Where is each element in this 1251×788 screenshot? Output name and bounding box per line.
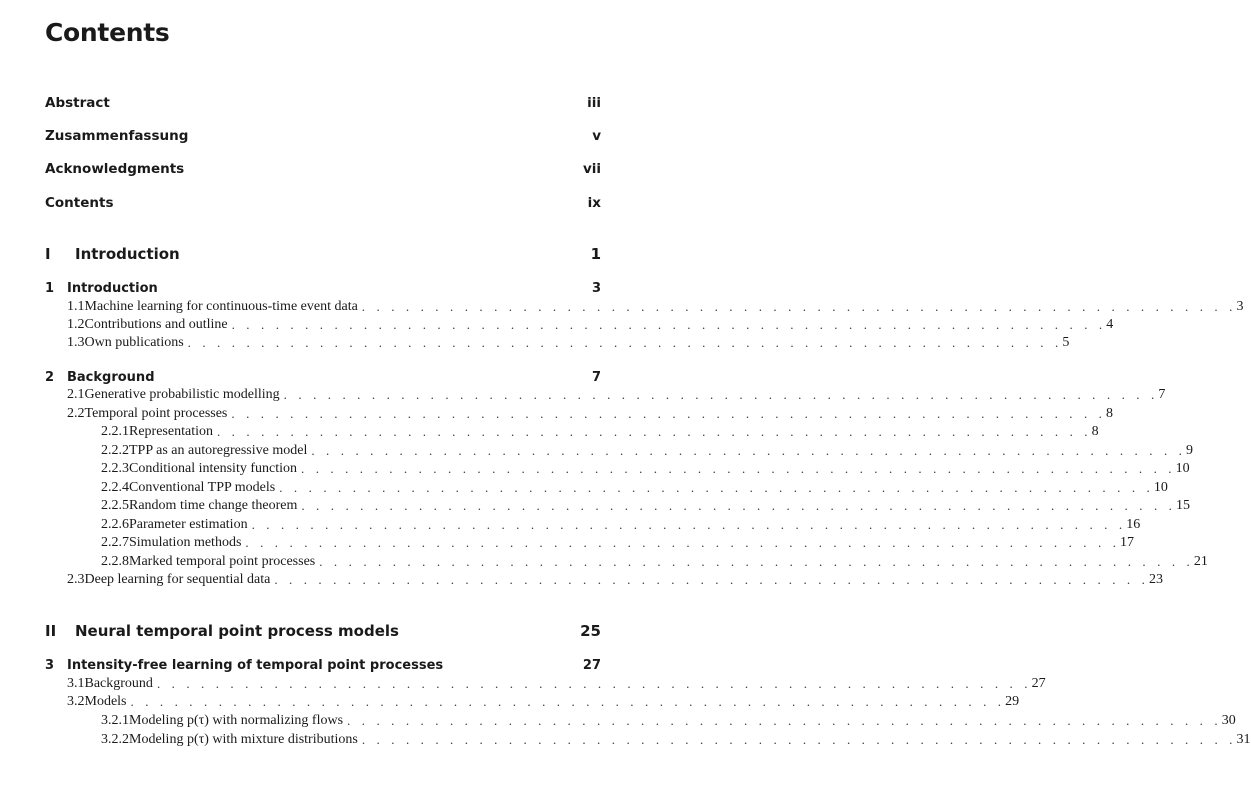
toc-part-1[interactable] [45, 244, 601, 264]
toc-page: 23 [1148, 572, 1163, 587]
subsection-label: Modeling p(τ) with mixture distributions [129, 732, 358, 747]
toc-label: Abstract [45, 95, 110, 111]
dot-leader: . . . . . . . . . . . . . . . . . . . . . . . . . . . . . . . . . . . . . . . . . . . . . . . . . . . . . . . . . . . . [301, 498, 1176, 513]
toc-page: 10 [1175, 461, 1190, 476]
toc-page: ix [587, 195, 601, 211]
chapter-number: 3 [45, 657, 55, 673]
dot-leader: . . . . . . . . . . . . . . . . . . . . . . . . . . . . . . . . . . . . . . . . . . . . . . . . . . . . . . . . . . . . [361, 732, 1237, 747]
subsection-number: 2.2.3 [101, 461, 129, 476]
subsection-label: TPP as an autoregressive model [129, 443, 308, 458]
toc-subsection[interactable] [45, 552, 1208, 572]
toc-page: 27 [582, 657, 601, 673]
toc-label: Acknowledgments [45, 161, 185, 177]
toc-section[interactable] [45, 333, 1070, 353]
toc-subsection[interactable] [45, 441, 1193, 461]
toc-page: 8 [1106, 406, 1114, 421]
section-label: Models [84, 694, 127, 709]
toc-page: iii [587, 95, 601, 111]
dot-leader: . . . . . . . . . . . . . . . . . . . . . . . . . . . . . . . . . . . . . . . . . . . . . . . . . . . . . . . . . . . . [251, 517, 1127, 532]
subsection-label: Conditional intensity function [129, 461, 297, 476]
chapter-label: Intensity-free learning of temporal point processes [67, 657, 444, 673]
toc-entry-abstract[interactable] [45, 93, 601, 113]
dot-leader: . . . . . . . . . . . . . . . . . . . . . . . . . . . . . . . . . . . . . . . . . . . . . . . . . . . . . . . . . . . . [301, 461, 1176, 476]
subsection-number: 2.2.6 [101, 517, 129, 532]
subsection-number: 2.2.1 [101, 424, 129, 439]
dot-leader: . . . . . . . . . . . . . . . . . . . . . . . . . . . . . . . . . . . . . . . . . . . . . . . . . . . . . . . . . . . . [279, 480, 1154, 495]
toc-section[interactable] [45, 385, 1166, 405]
toc-page: 25 [580, 622, 601, 640]
toc-page: 27 [1031, 676, 1046, 691]
subsection-label: Conventional TPP models [129, 480, 276, 495]
subsection-number: 2.2.2 [101, 443, 129, 458]
toc-label: Zusammenfassung [45, 128, 189, 144]
toc-page: 10 [1153, 480, 1168, 495]
section-label: Generative probabilistic modelling [84, 387, 280, 402]
toc-page: 29 [1005, 694, 1020, 709]
subsection-label: Modeling p(τ) with normalizing flows [129, 713, 344, 728]
dot-leader: . . . . . . . . . . . . . . . . . . . . . . . . . . . . . . . . . . . . . . . . . . . . . . . . . . . . . . . . . . . . [245, 535, 1121, 550]
toc-entry-zusammenfassung[interactable] [45, 126, 601, 146]
subsection-label: Random time change theorem [129, 498, 298, 513]
section-number: 1.2 [67, 317, 85, 332]
section-label: Contributions and outline [84, 317, 228, 332]
dot-leader: . . . . . . . . . . . . . . . . . . . . . . . . . . . . . . . . . . . . . . . . . . . . . . . . . . . . . . . . . . . . [347, 713, 1222, 728]
toc-page: 5 [1062, 335, 1070, 350]
part-number: I [45, 245, 51, 263]
toc-chapter-2[interactable] [45, 367, 601, 387]
subsection-number: 3.2.1 [101, 713, 129, 728]
dot-leader: . . . . . . . . . . . . . . . . . . . . . . . . . . . . . . . . . . . . . . . . . . . . . . . . . . . . . . . . . . . . [361, 299, 1237, 314]
toc-part-2[interactable] [45, 621, 601, 641]
subsection-label: Parameter estimation [129, 517, 248, 532]
dot-leader: . . . . . . . . . . . . . . . . . . . . . . . . . . . . . . . . . . . . . . . . . . . . . . . . . . . . . . . . . . . . [274, 572, 1149, 587]
toc-page: v [592, 128, 601, 144]
toc-page: 7 [591, 369, 601, 385]
part-label: Neural temporal point process models [75, 622, 399, 640]
dot-leader: . . . . . . . . . . . . . . . . . . . . . . . . . . . . . . . . . . . . . . . . . . . . . . . . . . . . . . . . . . . . [283, 387, 1159, 402]
chapter-number: 2 [45, 369, 55, 385]
toc-page: vii [582, 161, 601, 177]
dot-leader: . . . . . . . . . . . . . . . . . . . . . . . . . . . . . . . . . . . . . . . . . . . . . . . . . . . . . . . . . . . . [216, 424, 1092, 439]
toc-section[interactable] [45, 692, 1020, 712]
toc-subsection[interactable] [45, 730, 1251, 750]
dot-leader: . . . . . . . . . . . . . . . . . . . . . . . . . . . . . . . . . . . . . . . . . . . . . . . . . . . . . . . . . . . . [311, 443, 1186, 458]
toc-page: 7 [1158, 387, 1166, 402]
toc-subsection[interactable] [45, 459, 1190, 479]
toc-section[interactable] [45, 315, 1114, 335]
section-label: Machine learning for continuous-time event data [84, 299, 358, 314]
dot-leader: . . . . . . . . . . . . . . . . . . . . . . . . . . . . . . . . . . . . . . . . . . . . . . . . . . . . . . . . . . . . [187, 335, 1063, 350]
toc-section[interactable] [45, 674, 1046, 694]
section-number: 2.2 [67, 406, 85, 421]
chapter-label: Background [67, 369, 155, 385]
part-label: Introduction [75, 245, 180, 263]
toc-page: 31 [1236, 732, 1251, 747]
dot-leader: . . . . . . . . . . . . . . . . . . . . . . . . . . . . . . . . . . . . . . . . . . . . . . . . . . . . . . . . . . . . [130, 694, 1006, 709]
toc-page: 30 [1221, 713, 1236, 728]
dot-leader: . . . . . . . . . . . . . . . . . . . . . . . . . . . . . . . . . . . . . . . . . . . . . . . . . . . . . . . . . . . . [231, 406, 1107, 421]
subsection-label: Simulation methods [129, 535, 242, 550]
section-label: Own publications [84, 335, 184, 350]
toc-page: 15 [1176, 498, 1190, 513]
toc-subsection[interactable] [45, 496, 1190, 516]
subsection-label: Marked temporal point processes [129, 554, 316, 569]
section-label: Deep learning for sequential data [84, 572, 271, 587]
chapter-label: Introduction [67, 280, 158, 296]
toc-subsection[interactable] [45, 533, 1135, 553]
toc-subsection[interactable] [45, 422, 1099, 442]
subsection-number: 2.2.7 [101, 535, 129, 550]
toc-label: Contents [45, 195, 114, 211]
dot-leader: . . . . . . . . . . . . . . . . . . . . . . . . . . . . . . . . . . . . . . . . . . . . . . . . . . . . . . . . . . . . [231, 317, 1107, 332]
toc-page: 21 [1193, 554, 1208, 569]
part-number: II [45, 622, 57, 640]
dot-leader: . . . . . . . . . . . . . . . . . . . . . . . . . . . . . . . . . . . . . . . . . . . . . . . . . . . . . . . . . . . . [319, 554, 1194, 569]
toc-chapter-1[interactable] [45, 278, 601, 298]
toc-chapter-3[interactable] [45, 655, 601, 675]
toc-page: 3 [591, 280, 601, 296]
section-label: Temporal point processes [84, 406, 228, 421]
page-title: Contents [45, 18, 170, 47]
toc-section[interactable] [45, 404, 1114, 424]
toc-page: 17 [1120, 535, 1135, 550]
toc-page: 1 [590, 245, 601, 263]
toc-subsection[interactable] [45, 515, 1141, 535]
section-number: 2.3 [67, 572, 85, 587]
subsection-number: 3.2.2 [101, 732, 129, 747]
dot-leader: . . . . . . . . . . . . . . . . . . . . . . . . . . . . . . . . . . . . . . . . . . . . . . . . . . . . . . . . . . . . [156, 676, 1032, 691]
subsection-number: 2.2.8 [101, 554, 129, 569]
toc-subsection[interactable] [45, 478, 1168, 498]
toc-subsection[interactable] [45, 711, 1236, 731]
toc-page: 8 [1091, 424, 1099, 439]
section-number: 2.1 [67, 387, 85, 402]
toc-page: 4 [1106, 317, 1114, 332]
toc-page: 9 [1186, 443, 1193, 458]
toc-page: 16 [1126, 517, 1141, 532]
subsection-label: Representation [129, 424, 213, 439]
toc-entry-contents[interactable] [45, 193, 601, 213]
chapter-number: 1 [45, 280, 55, 296]
subsection-number: 2.2.5 [101, 498, 129, 513]
subsection-number: 2.2.4 [101, 480, 129, 495]
toc-section[interactable] [45, 297, 1244, 317]
toc-page: 3 [1236, 299, 1244, 314]
toc-section[interactable] [45, 570, 1163, 590]
toc-entry-acknowledgments[interactable] [45, 159, 601, 179]
section-number: 3.2 [67, 694, 85, 709]
section-number: 3.1 [67, 676, 85, 691]
section-number: 1.1 [67, 299, 85, 314]
section-number: 1.3 [67, 335, 85, 350]
section-label: Background [84, 676, 153, 691]
